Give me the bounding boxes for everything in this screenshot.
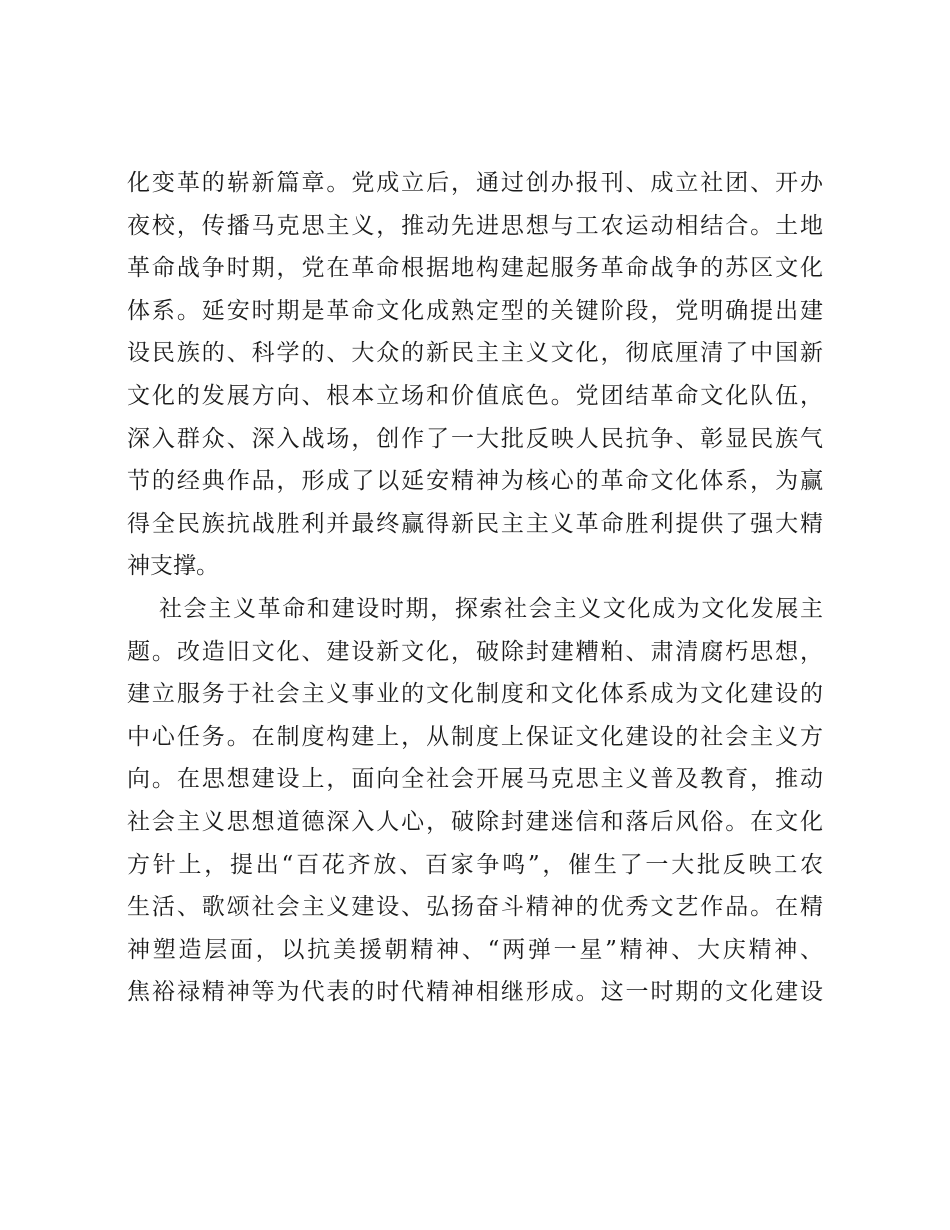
text-line: 设民族的、科学的、大众的新民主主义文化，彻底厘清了中国新 — [127, 340, 823, 367]
text-line: 文化的发展方向、根本立场和价值底色。党团结革命文化队伍， — [127, 382, 823, 409]
paragraph — [127, 162, 823, 588]
text-line: 深入群众、深入战场，创作了一大批反映人民抗争、彰显民族气 — [127, 425, 823, 452]
text-line: 社会主义革命和建设时期，探索社会主义文化成为文化发展主 — [159, 595, 823, 622]
text-line: 革命战争时期，党在革命根据地构建起服务革命战争的苏区文化 — [127, 255, 823, 282]
text-line: 得全民族抗战胜利并最终赢得新民主主义革命胜利提供了强大精 — [127, 510, 823, 537]
text-line: 神塑造层面，以抗美援朝精神、“两弹一星”精神、大庆精神、 — [127, 936, 823, 963]
text-line: 题。改造旧文化、建设新文化，破除封建糟粕、肃清腐朽思想， — [127, 638, 823, 665]
text-line: 节的经典作品，形成了以延安精神为核心的革命文化体系，为赢 — [127, 468, 823, 495]
text-line: 社会主义思想道德深入人心，破除封建迷信和落后风俗。在文化 — [127, 808, 823, 835]
paragraph — [127, 588, 823, 1014]
text-line: 方针上，提出“百花齐放、百家争鸣”，催生了一大批反映工农 — [127, 851, 823, 878]
text-line: 中心任务。在制度构建上，从制度上保证文化建设的社会主义方 — [127, 723, 823, 750]
body-text — [127, 162, 823, 1014]
text-line: 生活、歌颂社会主义建设、弘扬奋斗精神的优秀文艺作品。在精 — [127, 894, 823, 921]
text-line: 向。在思想建设上，面向全社会开展马克思主义普及教育，推动 — [127, 766, 823, 793]
text-line: 焦裕禄精神等为代表的时代精神相继形成。这一时期的文化建设 — [127, 979, 823, 1006]
text-line: 化变革的崭新篇章。党成立后，通过创办报刊、成立社团、开办 — [127, 170, 823, 196]
text-line: 建立服务于社会主义事业的文化制度和文化体系成为文化建设的 — [127, 681, 823, 708]
text-line: 体系。延安时期是革命文化成熟定型的关键阶段，党明确提出建 — [127, 297, 823, 324]
text-line: 夜校，传播马克思主义，推动先进思想与工农运动相结合。土地 — [127, 212, 823, 239]
text-line: 神支撑。 — [127, 553, 219, 580]
